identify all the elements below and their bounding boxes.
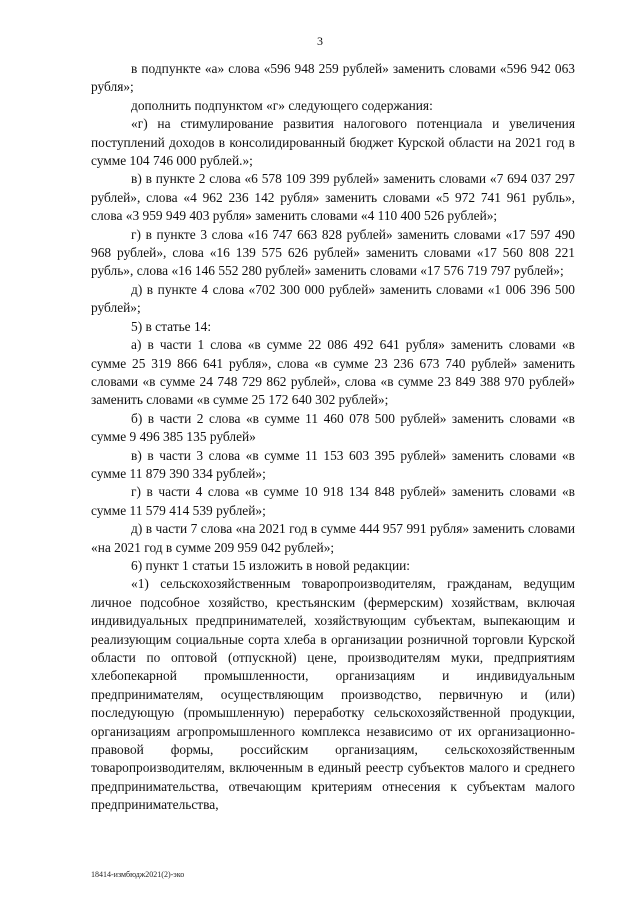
paragraph: д) в пункте 4 слова «702 300 000 рублей» заменить словами «1 006 396 500 рублей»; bbox=[91, 281, 575, 316]
paragraph: «г) на стимулирование развития налогового потенциала и увеличения поступлений доходов в консолидированный бюджет Курской области на 2021 год в сумме 104 746 000 рублей.»; bbox=[91, 116, 575, 169]
paragraph: дополнить подпунктом «г» следующего содержания: bbox=[131, 97, 433, 113]
document-body bbox=[91, 60, 575, 815]
paragraph: в) в части 3 слова «в сумме 11 153 603 395 рублей» заменить словами «в сумме 11 879 390 334 рублей»; bbox=[91, 447, 575, 481]
paragraph: в подпункте «а» слова «596 948 259 рублей» заменить словами «596 942 063 рубля»; bbox=[91, 61, 575, 95]
paragraph: г) в пункте 3 слова «16 747 663 828 рублей» заменить словами «17 597 490 968 рублей», слова «16 139 575 626 рублей» заменить словами «17 560 808 221 рубль», слова «16 146 552 280 рублей» заменить словами «17 576 719 797 рублей»; bbox=[91, 226, 575, 279]
paragraph: г) в части 4 слова «в сумме 10 918 134 848 рублей» заменить словами «в сумме 11 579 414 539 рублей»; bbox=[91, 484, 575, 518]
footer-code: 18414-измбюдж2021(2)-эко bbox=[91, 870, 185, 879]
paragraph: 6) пункт 1 статьи 15 изложить в новой редакции: bbox=[131, 557, 411, 573]
paragraph: а) в части 1 слова «в сумме 22 086 492 641 рубля» заменить словами «в сумме 25 319 866 641 рубля», слова «в сумме 23 236 673 740 рублей» заменить словами «в сумме 24 748 729 862 рублей», слова «в сумме 23 849 388 970 рублей» заменить словами «в сумме 25 172 640 302 рублей»; bbox=[91, 337, 575, 408]
paragraph: в) в пункте 2 слова «6 578 109 399 рублей» заменить словами «7 694 037 297 рублей», слова «4 962 236 142 рубля» заменить словами «5 972 741 961 рубль», слова «3 959 949 403 рубля» заменить словами «4 110 400 526 рублей»; bbox=[91, 171, 575, 224]
page-number: 3 bbox=[317, 34, 323, 48]
paragraph: «1) сельскохозяйственным товаропроизводителям, гражданам, ведущим личное подсобное хозяйство, крестьянским (фермерским) хозяйствам, включая индивидуальных предпринимателей, хозяйствующим субъектам, выпекающим и реализующим социальные сорта хлеба в организации розничной торговли Курской области по оптовой (отпускной) цене, производителям муки, предприятиям хлебопекарной промышленности, организациям и индивидуальным предпринимателям, осуществляющим производство, первичную и (или) последующую (промышленную) переработку сельскохозяйственной продукции, организациям агропромышленного комплекса независимо от их организационно-правовой формы, российским организациям, сельскохозяйственным товаропроизводителям, включенным в единый реестр субъектов малого и среднего предпринимательства, отвечающим критериям отнесения к субъектам малого предпринимательства, bbox=[91, 576, 575, 813]
paragraph: б) в части 2 слова «в сумме 11 460 078 500 рублей» заменить словами «в сумме 9 496 385 135 рублей» bbox=[91, 410, 575, 445]
paragraph: 5) в статье 14: bbox=[131, 318, 212, 334]
paragraph: д) в части 7 слова «на 2021 год в сумме 444 957 991 рубля» заменить словами «на 2021 год в сумме 209 959 042 рублей»; bbox=[91, 521, 575, 555]
